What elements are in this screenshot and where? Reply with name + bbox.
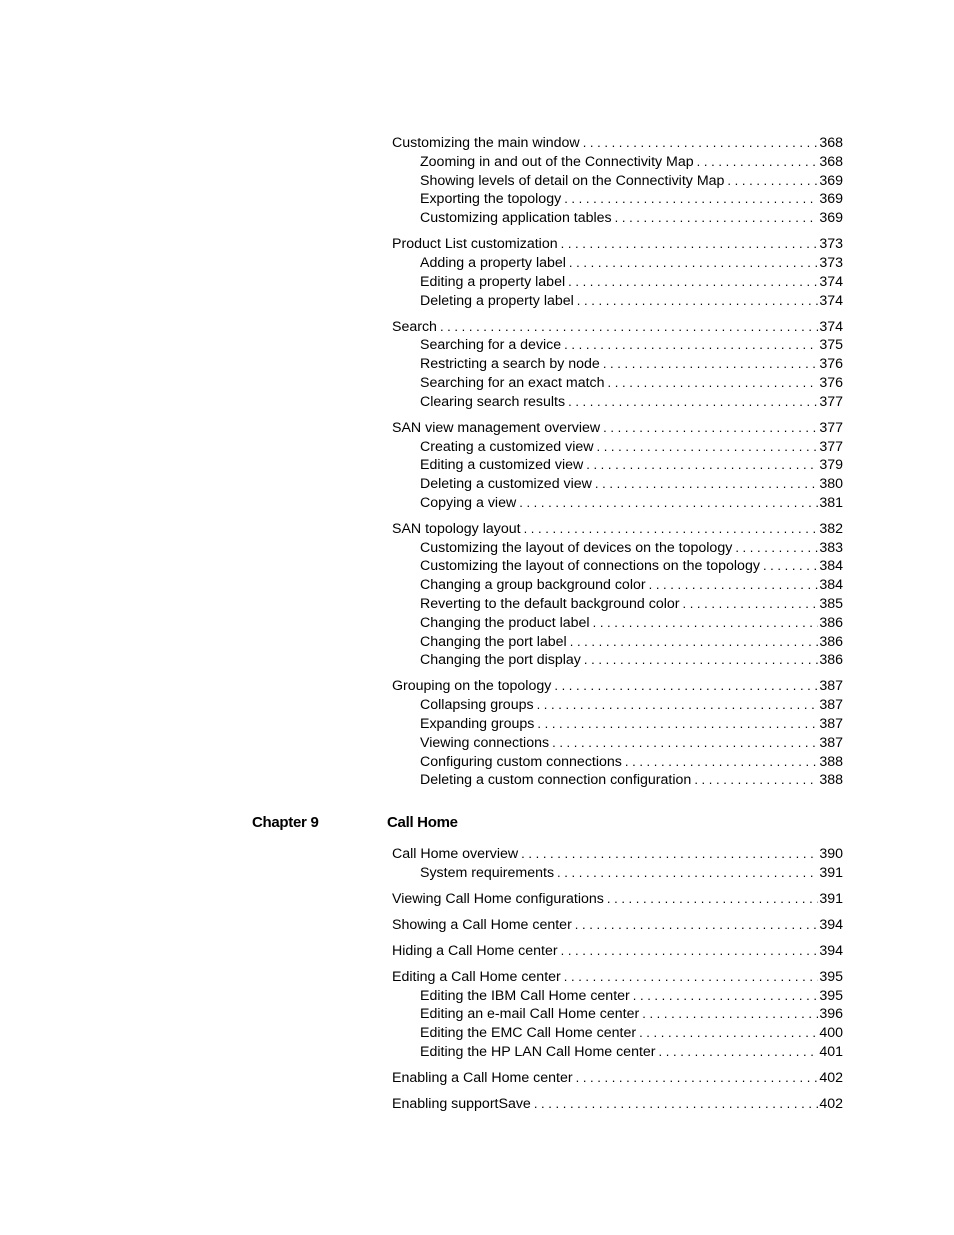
toc-dot-leader xyxy=(603,355,819,374)
toc-entry-title: Enabling supportSave xyxy=(392,1095,531,1112)
toc-page-number: 395 xyxy=(819,968,843,985)
toc-section-chapter-8 xyxy=(392,134,843,790)
toc-subentry[interactable] xyxy=(392,254,843,273)
toc-page-number: 374 xyxy=(819,292,843,309)
toc-page-number: 401 xyxy=(819,1043,843,1060)
toc-group xyxy=(392,235,843,310)
toc-section-chapter-9 xyxy=(392,845,843,1114)
toc-entry[interactable] xyxy=(392,677,843,696)
toc-page-number: 394 xyxy=(819,916,843,933)
toc-group xyxy=(392,1069,843,1088)
toc-dot-leader xyxy=(584,651,818,670)
toc-entry-title: SAN view management overview xyxy=(392,419,601,436)
toc-entry-title: Showing levels of detail on the Connectivity Map xyxy=(420,172,725,189)
toc-dot-leader xyxy=(569,254,818,273)
toc-page-number: 377 xyxy=(819,438,843,455)
toc-page-number: 368 xyxy=(819,153,843,170)
toc-page-number: 384 xyxy=(819,558,843,575)
toc-entry-title: Deleting a customized view xyxy=(420,476,592,493)
toc-page-number: 383 xyxy=(819,539,843,556)
toc-page-number: 388 xyxy=(819,772,843,789)
toc-entry[interactable] xyxy=(392,1095,843,1114)
toc-dot-leader xyxy=(649,576,819,595)
toc-subentry[interactable] xyxy=(392,576,843,595)
toc-entry-title: Clearing search results xyxy=(420,393,566,410)
toc-dot-leader xyxy=(561,235,819,254)
toc-entry[interactable] xyxy=(392,235,843,254)
toc-dot-leader xyxy=(596,438,818,457)
toc-dot-leader xyxy=(519,494,818,513)
toc-entry-title: Viewing connections xyxy=(420,734,550,751)
toc-subentry[interactable] xyxy=(392,753,843,772)
toc-group xyxy=(392,968,843,1062)
toc-page-number: 382 xyxy=(819,520,843,537)
toc-subentry[interactable] xyxy=(392,633,843,652)
toc-entry-title: Customizing application tables xyxy=(420,210,612,227)
toc-group xyxy=(392,134,843,228)
toc-entry-title: Searching for a device xyxy=(420,337,562,354)
toc-entry-title: Viewing Call Home configurations xyxy=(392,890,604,907)
toc-entry[interactable] xyxy=(392,942,843,961)
toc-entry-title: Hiding a Call Home center xyxy=(392,942,558,959)
toc-page-number: 402 xyxy=(819,1069,843,1086)
toc-entry-title: Search xyxy=(392,318,437,335)
toc-entry[interactable] xyxy=(392,916,843,935)
toc-entry-title: Customizing the layout of connections on the topology xyxy=(420,558,760,575)
toc-subentry[interactable] xyxy=(392,209,843,228)
toc-dot-leader xyxy=(615,209,819,228)
toc-dot-leader xyxy=(568,273,818,292)
chapter-title: Call Home xyxy=(387,814,458,831)
chapter-label: Chapter 9 xyxy=(252,814,319,831)
toc-subentry[interactable] xyxy=(392,651,843,670)
chapter-heading xyxy=(252,814,852,836)
toc-entry-title: SAN topology layout xyxy=(392,520,521,537)
toc-page-number: 386 xyxy=(819,614,843,631)
toc-dot-leader xyxy=(564,190,818,209)
toc-page-number: 380 xyxy=(819,476,843,493)
toc-subentry[interactable] xyxy=(392,614,843,633)
toc-subentry[interactable] xyxy=(392,393,843,412)
toc-dot-leader xyxy=(521,845,818,864)
toc-dot-leader xyxy=(564,968,819,987)
toc-dot-leader xyxy=(583,134,819,153)
toc-page-number: 387 xyxy=(819,716,843,733)
toc-page-number: 386 xyxy=(819,633,843,650)
toc-entry-title: Restricting a search by node xyxy=(420,356,600,373)
toc-entry-title: Zooming in and out of the Connectivity Map xyxy=(420,153,694,170)
toc-dot-leader xyxy=(537,715,818,734)
toc-entry-title: Product List customization xyxy=(392,236,558,253)
toc-dot-leader xyxy=(633,987,819,1006)
toc-entry-title: Searching for an exact match xyxy=(420,374,605,391)
toc-dot-leader xyxy=(642,1005,818,1024)
toc-page-number: 369 xyxy=(819,210,843,227)
toc-group xyxy=(392,1095,843,1114)
toc-page-number: 396 xyxy=(819,1006,843,1023)
toc-dot-leader xyxy=(682,595,818,614)
toc-group xyxy=(392,677,843,790)
toc-entry-title: Editing a Call Home center xyxy=(392,968,561,985)
toc-dot-leader xyxy=(607,890,818,909)
toc-entry-title: Copying a view xyxy=(420,494,517,511)
toc-page-number: 369 xyxy=(819,191,843,208)
toc-page-number: 384 xyxy=(819,577,843,594)
toc-dot-leader xyxy=(568,393,818,412)
toc-entry[interactable] xyxy=(392,845,843,864)
toc-page-number: 394 xyxy=(819,942,843,959)
toc-page-number: 368 xyxy=(819,135,843,151)
toc-page-number: 375 xyxy=(819,337,843,354)
toc-subentry[interactable] xyxy=(392,864,843,883)
toc-group xyxy=(392,916,843,935)
toc-subentry[interactable] xyxy=(392,336,843,355)
toc-dot-leader xyxy=(608,374,819,393)
toc-page-number: 390 xyxy=(819,846,843,862)
toc-dot-leader xyxy=(595,475,818,494)
toc-entry-title: Grouping on the topology xyxy=(392,678,552,695)
toc-entry-title: Editing the IBM Call Home center xyxy=(420,987,630,1004)
toc-subentry[interactable] xyxy=(392,273,843,292)
toc-subentry[interactable] xyxy=(392,292,843,311)
toc-dot-leader xyxy=(659,1043,819,1062)
toc-page-number: 376 xyxy=(819,356,843,373)
toc-page-number: 391 xyxy=(819,864,843,881)
toc-page-number: 369 xyxy=(819,172,843,189)
toc-subentry[interactable] xyxy=(392,355,843,374)
toc-group xyxy=(392,318,843,412)
toc-page-number: 385 xyxy=(819,596,843,613)
toc-group xyxy=(392,942,843,961)
toc-dot-leader xyxy=(524,520,819,539)
toc-dot-leader xyxy=(534,1095,819,1114)
toc-subentry[interactable] xyxy=(392,539,843,558)
toc-group xyxy=(392,520,843,670)
toc-dot-leader xyxy=(694,771,818,790)
toc-entry-title: Reverting to the default background color xyxy=(420,596,680,613)
toc-subentry[interactable] xyxy=(392,153,843,172)
toc-dot-leader xyxy=(440,318,818,337)
toc-page-number: 387 xyxy=(819,734,843,751)
toc-group xyxy=(392,419,843,513)
toc-subentry[interactable] xyxy=(392,1005,843,1024)
toc-subentry[interactable] xyxy=(392,557,843,576)
toc-entry-title: Exporting the topology xyxy=(420,191,562,208)
toc-page-number: 377 xyxy=(819,419,843,436)
toc-entry-title: Deleting a property label xyxy=(420,292,574,309)
toc-entry[interactable] xyxy=(392,520,843,539)
toc-entry-title: System requirements xyxy=(420,864,555,881)
toc-subentry[interactable] xyxy=(392,987,843,1006)
toc-page-number: 391 xyxy=(819,890,843,907)
toc-subentry[interactable] xyxy=(392,595,843,614)
toc-entry[interactable] xyxy=(392,134,843,153)
toc-page-number: 373 xyxy=(819,236,843,253)
toc-page-number: 374 xyxy=(819,318,843,335)
toc-subentry[interactable] xyxy=(392,771,843,790)
toc-entry-title: Creating a customized view xyxy=(420,438,594,455)
toc-group xyxy=(392,890,843,909)
toc-dot-leader xyxy=(727,172,818,191)
toc-dot-leader xyxy=(552,734,818,753)
toc-page-number: 381 xyxy=(819,494,843,511)
toc-subentry[interactable] xyxy=(392,438,843,457)
toc-dot-leader xyxy=(561,942,819,961)
toc-entry-title: Configuring custom connections xyxy=(420,753,622,770)
toc-page-number: 388 xyxy=(819,753,843,770)
toc-dot-leader xyxy=(575,916,819,935)
toc-entry-title: Customizing the main window xyxy=(392,135,580,151)
toc-dot-leader xyxy=(576,1069,819,1088)
toc-entry-title: Editing the HP LAN Call Home center xyxy=(420,1043,656,1060)
toc-page-number: 386 xyxy=(819,652,843,669)
toc-entry[interactable] xyxy=(392,890,843,909)
toc-dot-leader xyxy=(639,1024,818,1043)
toc-page-number: 379 xyxy=(819,457,843,474)
toc-subentry[interactable] xyxy=(392,172,843,191)
toc-subentry[interactable] xyxy=(392,1043,843,1062)
toc-dot-leader xyxy=(577,292,819,311)
toc-page-number: 395 xyxy=(819,987,843,1004)
toc-subentry[interactable] xyxy=(392,715,843,734)
toc-entry-title: Collapsing groups xyxy=(420,697,534,714)
toc-entry-title: Changing a group background color xyxy=(420,577,646,594)
toc-dot-leader xyxy=(593,614,819,633)
toc-page-number: 377 xyxy=(819,393,843,410)
toc-entry[interactable] xyxy=(392,318,843,337)
toc-dot-leader xyxy=(735,539,818,558)
toc-subentry[interactable] xyxy=(392,696,843,715)
toc-page-number: 402 xyxy=(819,1095,843,1112)
toc-entry[interactable] xyxy=(392,968,843,987)
toc-page-number: 373 xyxy=(819,254,843,271)
toc-entry-title: Call Home overview xyxy=(392,846,519,862)
toc-dot-leader xyxy=(570,633,819,652)
toc-entry-title: Editing a property label xyxy=(420,273,566,290)
toc-entry-title: Expanding groups xyxy=(420,716,535,733)
toc-entry-title: Editing a customized view xyxy=(420,457,584,474)
toc-subentry[interactable] xyxy=(392,1024,843,1043)
toc-entry-title: Showing a Call Home center xyxy=(392,916,572,933)
toc-dot-leader xyxy=(557,864,818,883)
toc-page-number: 387 xyxy=(819,678,843,695)
toc-page-number: 376 xyxy=(819,374,843,391)
toc-subentry[interactable] xyxy=(392,494,843,513)
toc-entry-title: Editing an e-mail Call Home center xyxy=(420,1006,640,1023)
toc-subentry[interactable] xyxy=(392,456,843,475)
toc-group xyxy=(392,845,843,883)
toc-subentry[interactable] xyxy=(392,734,843,753)
toc-subentry[interactable] xyxy=(392,190,843,209)
toc-entry-title: Changing the port display xyxy=(420,652,581,669)
toc-entry-title: Customizing the layout of devices on the topology xyxy=(420,539,733,556)
toc-dot-leader xyxy=(763,557,818,576)
toc-page-number: 387 xyxy=(819,697,843,714)
toc-dot-leader xyxy=(625,753,818,772)
toc-dot-leader xyxy=(554,677,818,696)
toc-subentry[interactable] xyxy=(392,475,843,494)
toc-dot-leader xyxy=(603,419,818,438)
toc-subentry[interactable] xyxy=(392,374,843,393)
toc-entry-title: Adding a property label xyxy=(420,254,566,271)
toc-dot-leader xyxy=(697,153,819,172)
toc-entry[interactable] xyxy=(392,1069,843,1088)
toc-entry-title: Editing the EMC Call Home center xyxy=(420,1025,637,1042)
toc-entry-title: Changing the product label xyxy=(420,614,590,631)
toc-dot-leader xyxy=(586,456,818,475)
toc-entry[interactable] xyxy=(392,419,843,438)
toc-page-number: 374 xyxy=(819,273,843,290)
toc-dot-leader xyxy=(564,336,818,355)
toc-dot-leader xyxy=(537,696,819,715)
toc-entry-title: Changing the port label xyxy=(420,633,567,650)
toc-page-number: 400 xyxy=(819,1025,843,1042)
toc-entry-title: Enabling a Call Home center xyxy=(392,1069,573,1086)
toc-entry-title: Deleting a custom connection configuration xyxy=(420,772,692,789)
